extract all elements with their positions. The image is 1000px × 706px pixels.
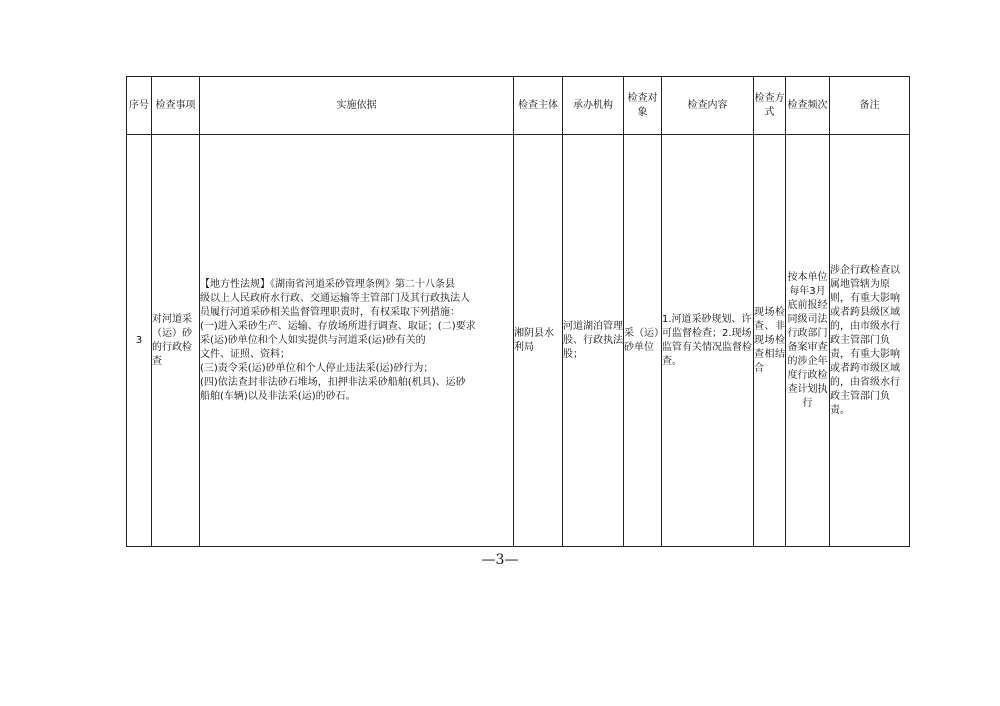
header-subject: 检查主体 [514, 77, 563, 135]
cell-content: 1.河道采砂规划、许可监督检查；2.现场监管有关情况监督检查。 [662, 135, 754, 547]
header-org: 承办机构 [563, 77, 624, 135]
basis-line: 【地方性法规】《湖南省河道采砂管理条例》第二十八条县 [200, 278, 455, 290]
basis-line: (三)责令采(运)砂单位和个人停止违法采(运)砂行为； [200, 362, 434, 374]
cell-method: 现场检查、非现场检查相结合 [754, 135, 786, 547]
basis-line: 船舶(车辆)以及非法采(运)的砂石。 [200, 390, 356, 402]
cell-item: 对河道采（运）砂的行政检查 [152, 135, 200, 547]
basis-line: 文件、证照、资料； [200, 348, 290, 360]
cell-subject: 湘阴县水利局 [514, 135, 563, 547]
table-header-row [127, 77, 910, 135]
cell-remarks: 涉企行政检查以属地管辖为原则，有重大影响或者跨县级区域的，由市级水行政主管部门负责，有重大影响或者跨市级区域的，由省级水行政主管部门负责。 [830, 135, 910, 547]
cell-object: 采（运）砂单位 [624, 135, 662, 547]
inspection-table [126, 76, 910, 547]
cell-freq: 按本单位每年3月底前报经同级司法行政部门备案审查的涉企年度行政检查计划执行 [786, 135, 830, 547]
header-freq: 检查频次 [786, 77, 830, 135]
cell-basis [200, 135, 514, 547]
basis-line: 员履行河道采砂相关监督管理职责时，有权采取下列措施： [200, 306, 460, 318]
basis-line: (四)依法查封非法砂石堆场，扣押非法采砂船舶(机具)、运砂 [200, 376, 466, 388]
basis-line: 采(运)砂单位和个人如实提供与河道采(运)砂有关的 [200, 334, 426, 346]
header-object: 检查对象 [624, 77, 662, 135]
header-content: 检查内容 [662, 77, 754, 135]
header-basis: 实施依据 [200, 77, 514, 135]
basis-line: (一)进入采砂生产、运输、存放场所进行调查、取证；(二)要求 [200, 320, 476, 332]
header-method: 检查方式 [754, 77, 786, 135]
header-item: 检查事项 [152, 77, 200, 135]
cell-org: 河道湖泊管理股、行政执法股； [563, 135, 624, 547]
cell-seq: 3 [127, 135, 152, 547]
header-remarks: 备注 [830, 77, 910, 135]
basis-line: 级以上人民政府水行政、交通运输等主管部门及其行政执法人 [200, 292, 470, 304]
page-number: —3— [481, 552, 519, 568]
table-row [127, 135, 910, 547]
header-seq: 序号 [127, 77, 152, 135]
